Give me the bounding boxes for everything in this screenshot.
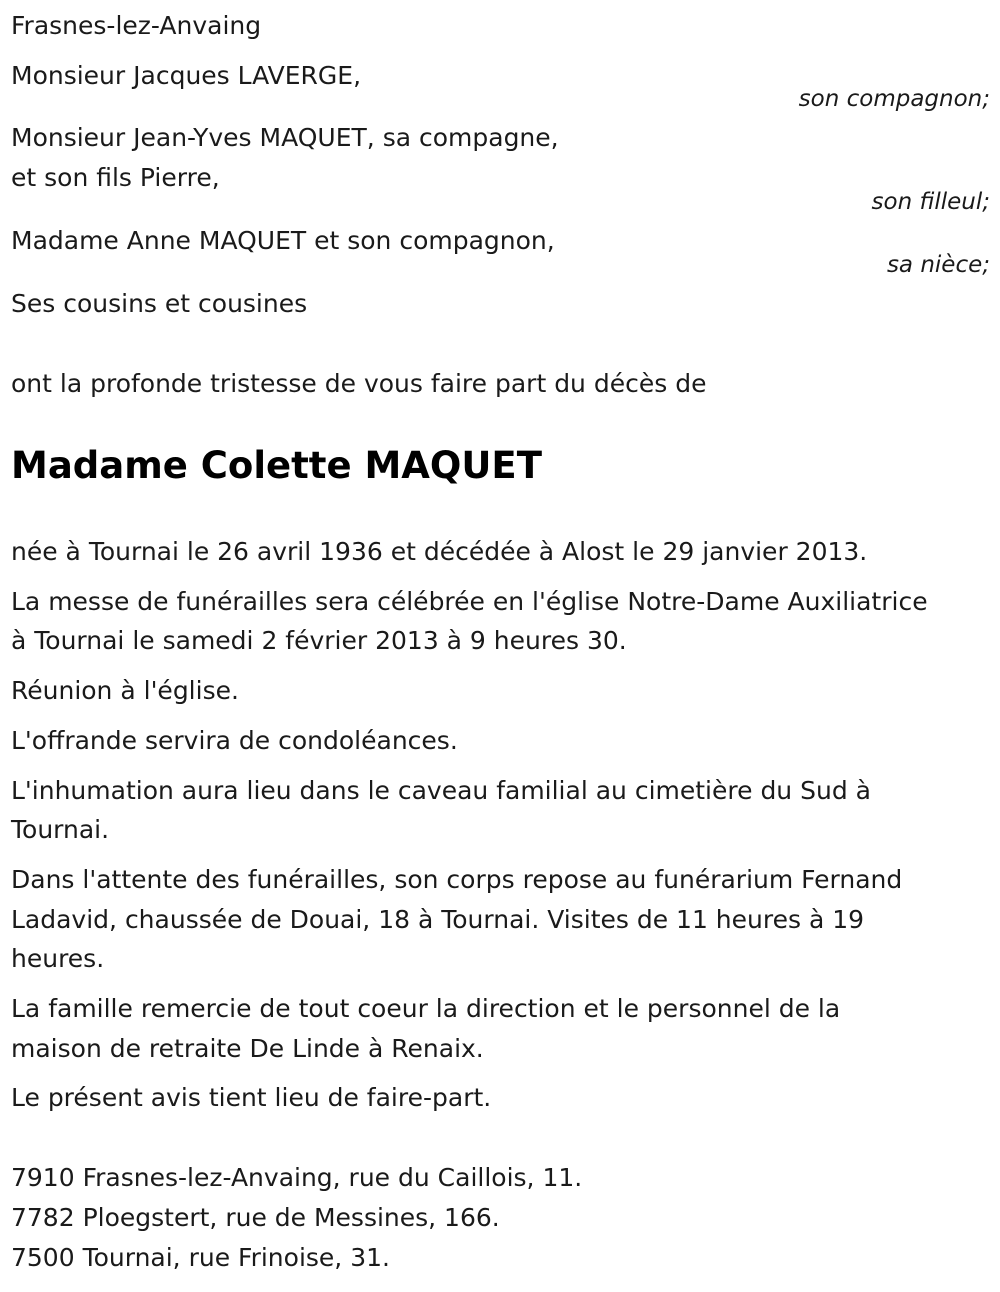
birth-death-text: née à Tournai le 26 avril 1936 et décédée à Alost le 29 janvier 2013.	[11, 537, 868, 566]
thanks-text: maison de retraite De Linde à Renaix.	[11, 1034, 484, 1063]
notice-text: Le présent avis tient lieu de faire-part.	[11, 1083, 492, 1112]
rest-text: Dans l'attente des funérailles, son corps repose au funérarium Fernand	[11, 865, 903, 894]
family-member-name: Ses cousins et cousines	[11, 289, 308, 318]
family-member-name: Monsieur Jean-Yves MAQUET, sa compagne,	[11, 123, 559, 152]
burial-text: Tournai.	[11, 815, 110, 844]
deceased-name: Madame Colette MAQUET	[11, 444, 542, 487]
address-line: 7500 Tournai, rue Frinoise, 31.	[11, 1243, 390, 1272]
offering-text: L'offrande servira de condoléances.	[11, 726, 458, 755]
announcement-text: ont la profonde tristesse de vous faire part du décès de	[11, 369, 707, 398]
rest-text: heures.	[11, 944, 105, 973]
family-member-relation: son compagnon;	[798, 86, 990, 112]
meeting-text: Réunion à l'église.	[11, 676, 239, 705]
mass-text: La messe de funérailles sera célébrée en l'église Notre-Dame Auxiliatrice	[11, 587, 928, 616]
address-line: 7910 Frasnes-lez-Anvaing, rue du Caillois, 11.	[11, 1163, 583, 1192]
family-member-relation: son filleul;	[871, 189, 990, 215]
header-location: Frasnes-lez-Anvaing	[11, 11, 262, 40]
family-member-name: Monsieur Jacques LAVERGE,	[11, 61, 362, 90]
rest-text: Ladavid, chaussée de Douai, 18 à Tournai. Visites de 11 heures à 19	[11, 905, 865, 934]
burial-text: L'inhumation aura lieu dans le caveau familial au cimetière du Sud à	[11, 776, 871, 805]
address-line: 7782 Ploegstert, rue de Messines, 166.	[11, 1203, 500, 1232]
mass-text: à Tournai le samedi 2 février 2013 à 9 heures 30.	[11, 626, 627, 655]
thanks-text: La famille remercie de tout coeur la direction et le personnel de la	[11, 994, 841, 1023]
family-member-name: et son fils Pierre,	[11, 163, 220, 192]
family-member-name: Madame Anne MAQUET et son compagnon,	[11, 226, 555, 255]
family-member-relation: sa nièce;	[886, 252, 990, 278]
